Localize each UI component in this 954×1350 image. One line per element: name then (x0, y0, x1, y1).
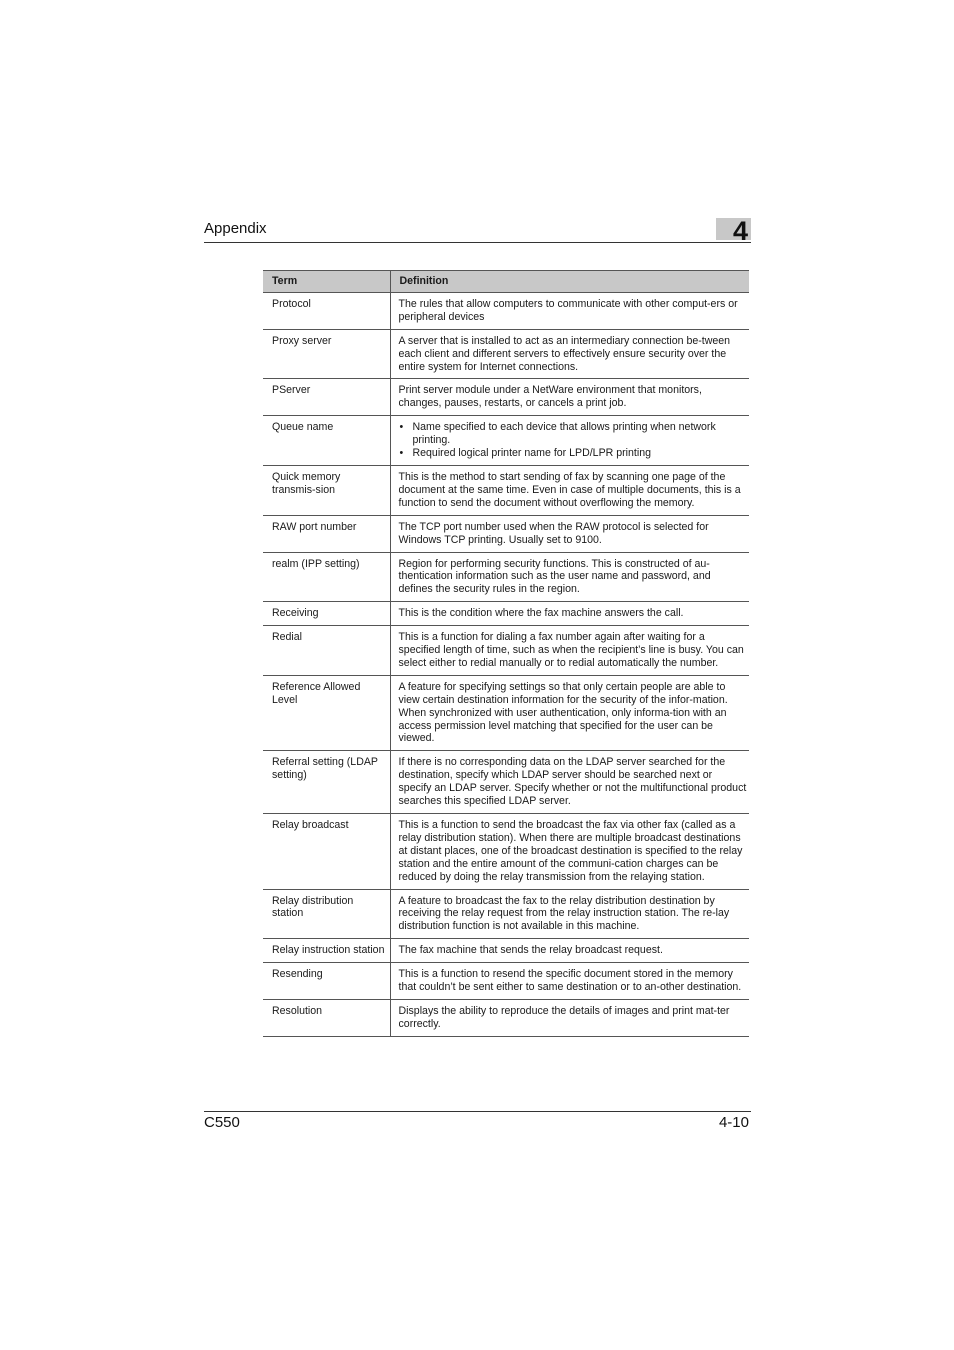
column-header-term: Term (263, 271, 390, 293)
term-cell: Resolution (263, 999, 390, 1036)
table-row (263, 292, 749, 329)
definition-cell: Displays the ability to reproduce the details of images and print mat-ter correctly. (390, 999, 749, 1036)
table-row (263, 675, 749, 751)
table-row (263, 939, 749, 963)
definition-cell: Region for performing security functions. This is constructed of au-thentication information such as the user name and password, and defines the security rules in the region. (390, 552, 749, 602)
footer-model: C550 (204, 1114, 240, 1131)
table-header-row (263, 271, 749, 293)
term-cell: Queue name (263, 416, 390, 466)
definition-cell: The TCP port number used when the RAW protocol is selected for Windows TCP printing. Usually set to 9100. (390, 515, 749, 552)
definition-cell: If there is no corresponding data on the LDAP server searched for the destination, specify which LDAP server should be searched next or specify an LDAP server. Specify whether or not the multifunctional product searches this specified LDAP server. (390, 751, 749, 814)
term-cell: Relay broadcast (263, 814, 390, 890)
definition-bullet-list (399, 421, 748, 460)
footer-divider (204, 1111, 751, 1112)
table-row (263, 626, 749, 676)
term-cell: PServer (263, 379, 390, 416)
table-row (263, 963, 749, 1000)
term-cell: Quick memory transmis-sion (263, 465, 390, 515)
definition-cell: This is the condition where the fax machine answers the call. (390, 602, 749, 626)
term-cell: Protocol (263, 292, 390, 329)
header-title: Appendix (204, 220, 267, 237)
bullet-item: • Name specified to each device that allows printing when network printing. (399, 421, 748, 447)
term-cell: Referral setting (LDAP setting) (263, 751, 390, 814)
term-cell: Proxy server (263, 329, 390, 379)
table-row (263, 814, 749, 890)
term-cell: RAW port number (263, 515, 390, 552)
table-row (263, 602, 749, 626)
table-row (263, 416, 749, 466)
bullet-item: • Required logical printer name for LPD/LPR printing (399, 447, 748, 460)
footer-page-number: 4-10 (718, 1114, 749, 1131)
definition-cell: This is a function to send the broadcast the fax via other fax (called as a relay distribution station). When there are multiple broadcast destinations at distant places, one of the broadcast destination is specified to the relay station and the entire amount of the communi-cation charges can be reduced by doing the relay transmission from the relaying station. (390, 814, 749, 890)
definition-cell (390, 416, 749, 466)
definition-cell: This is a function to resend the specific document stored in the memory that couldn’t be sent either to same destination or to an-other destination. (390, 963, 749, 1000)
definition-cell: A server that is installed to act as an intermediary connection be-tween each client and different servers to effectively ensure security over the entire system for Internet connections. (390, 329, 749, 379)
table-row (263, 552, 749, 602)
definition-cell: Print server module under a NetWare environment that monitors, changes, pauses, restarts, or cancels a print job. (390, 379, 749, 416)
table-row (263, 465, 749, 515)
table-row (263, 889, 749, 939)
definition-cell: The rules that allow computers to communicate with other comput-ers or peripheral devices (390, 292, 749, 329)
table-row (263, 515, 749, 552)
table-row (263, 379, 749, 416)
table-row (263, 329, 749, 379)
term-cell: Redial (263, 626, 390, 676)
definition-cell: A feature to broadcast the fax to the relay distribution destination by receiving the relay request from the relay instruction station. The re-lay distribution function is not available in this machine. (390, 889, 749, 939)
definition-cell: A feature for specifying settings so that only certain people are able to view certain destination information for the security of the infor-mation. When synchronized with user authentication, only informa-tion with an access permission level matching that specified for the user can be viewed. (390, 675, 749, 751)
header-divider (204, 242, 751, 243)
term-cell: realm (IPP setting) (263, 552, 390, 602)
column-header-definition: Definition (390, 271, 749, 293)
definition-cell: This is the method to start sending of fax by scanning one page of the document at the same time. Even in case of multiple documents, this is a function to send the document without overflowing the memory. (390, 465, 749, 515)
term-cell: Relay distribution station (263, 889, 390, 939)
chapter-number: 4 (733, 216, 749, 246)
table-row (263, 751, 749, 814)
table-body (263, 292, 749, 1036)
glossary-table (263, 270, 749, 1037)
term-cell: Resending (263, 963, 390, 1000)
term-cell: Relay instruction station (263, 939, 390, 963)
table-row (263, 999, 749, 1036)
definition-cell: This is a function for dialing a fax number again after waiting for a specified length of time, such as when the recipient’s line is busy. You can select either to redial manually or to redial automatically the number. (390, 626, 749, 676)
term-cell: Reference Allowed Level (263, 675, 390, 751)
term-cell: Receiving (263, 602, 390, 626)
definition-cell: The fax machine that sends the relay broadcast request. (390, 939, 749, 963)
